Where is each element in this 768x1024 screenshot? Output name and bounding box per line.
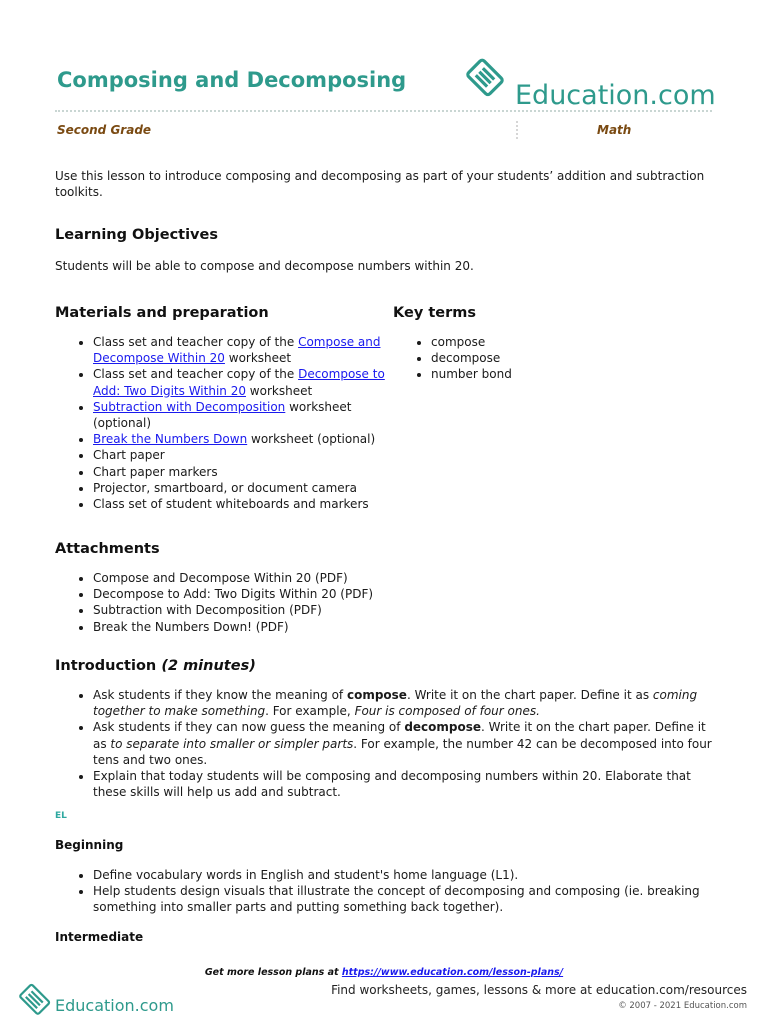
introduction-item-text: . Write it on the chart paper. Define it as (93, 720, 706, 751)
attachments-list (55, 570, 705, 635)
introduction-item-text: Ask students if they can now guess the meaning of (93, 720, 405, 735)
introduction-heading-text: Introduction (55, 658, 157, 674)
introduction-heading (55, 658, 256, 674)
attachment-item[interactable]: • Decompose to Add: Two Digits Within 20 (PDF) (93, 586, 705, 602)
meta-divider (516, 121, 518, 139)
attachments-wrap (55, 570, 705, 635)
subject-label: Math (597, 123, 632, 137)
materials-item-text: worksheet (224, 351, 292, 366)
introduction-item-text: . Write it on the chart paper. Define it as (406, 688, 653, 702)
materials-item (93, 334, 390, 366)
materials-item (93, 464, 390, 480)
materials-item-text: worksheet (optional) (93, 399, 352, 431)
materials-item (93, 399, 390, 431)
introduction-item-text: Explain that today students will be composing and decomposing numbers within 20. Elaborate that these skills will help us add and subtract. (93, 769, 691, 800)
beginning-item: • Help students design visuals that illustrate the concept of decomposing and composing (ie. breaking something into smaller parts and putting something back together). (93, 883, 715, 915)
footer-lesson-plans-link[interactable]: https://www.education.com/lesson-plans/ (341, 967, 564, 978)
introduction-list (55, 687, 715, 800)
brand-name[interactable]: Education.com (515, 80, 716, 111)
key-term-item: • compose (431, 334, 693, 350)
beginning-heading: Beginning (55, 838, 124, 852)
key-terms-wrap (393, 334, 693, 383)
grade-label: Second Grade (57, 123, 152, 137)
materials-item-text: worksheet (245, 383, 313, 398)
footer-brand-name[interactable]: Education.com (55, 996, 174, 1015)
objectives-text: Students will be able to compose and decompose numbers within 20. (55, 259, 474, 273)
header-divider (55, 110, 712, 112)
introduction-item-text: Four is composed of four ones. (354, 704, 540, 719)
materials-item-text: Class set and teacher copy of the (93, 367, 299, 382)
key-terms-list (393, 334, 693, 383)
worksheet-link[interactable]: Compose and Decompose Within 20 (93, 335, 381, 366)
introduction-item-text: compose (346, 688, 407, 702)
footer-logo-icon[interactable] (18, 982, 52, 1016)
key-terms-heading: Key terms (393, 305, 476, 321)
materials-list-wrap (55, 334, 390, 512)
key-term-item: • decompose (431, 350, 693, 366)
materials-item-text: Chart paper (93, 448, 165, 463)
materials-item-text: Projector, smartboard, or document camera (93, 480, 357, 495)
attachment-item[interactable]: • Compose and Decompose Within 20 (PDF) (93, 570, 705, 586)
introduction-item-text: to separate into smaller or simpler parts (110, 736, 354, 751)
intro-text: Use this lesson to introduce composing and decomposing as part of your students’ addition and subtraction toolkits. (55, 169, 705, 199)
introduction-item (93, 719, 715, 768)
introduction-item-text: coming together to make something (93, 688, 698, 719)
attachment-item[interactable]: • Subtraction with Decomposition (PDF) (93, 602, 705, 618)
intermediate-heading: Intermediate (55, 930, 144, 944)
introduction-item-text: . For example, (265, 704, 355, 719)
materials-item (93, 496, 390, 512)
materials-item-text: Class set and teacher copy of the (93, 335, 299, 349)
introduction-item-text: . For example, the number 42 can be decomposed into four tens and two ones. (93, 736, 712, 767)
materials-heading: Materials and preparation (55, 305, 269, 321)
worksheet-link[interactable]: Decompose to Add: Two Digits Within 20 (93, 367, 385, 398)
materials-item (93, 480, 390, 496)
materials-list (55, 334, 390, 512)
materials-item-text: Class set of student whiteboards and markers (93, 497, 369, 512)
footer-more-prefix: Get more lesson plans at (204, 967, 342, 978)
materials-item (93, 447, 390, 463)
objectives-heading: Learning Objectives (55, 227, 218, 243)
introduction-item (93, 768, 715, 800)
beginning-wrap (55, 867, 715, 916)
footer-copyright: © 2007 - 2021 Education.com (618, 1001, 747, 1011)
introduction-item (93, 687, 715, 719)
footer-find-text: Find worksheets, games, lessons & more at education.com/resources (331, 983, 747, 997)
beginning-item: • Define vocabulary words in English and student's home language (L1). (93, 867, 715, 883)
introduction-item-text: decompose (404, 720, 482, 735)
materials-item-text: worksheet (optional) (247, 432, 376, 447)
introduction-item-text: Ask students if they know the meaning of (93, 688, 347, 702)
worksheet-link[interactable]: Subtraction with Decomposition (93, 399, 286, 414)
introduction-wrap (55, 687, 715, 800)
key-term-item: • number bond (431, 366, 693, 382)
footer-more-lessons (0, 967, 768, 978)
materials-item-text: Chart paper markers (93, 464, 218, 479)
attachment-item[interactable]: • Break the Numbers Down! (PDF) (93, 619, 705, 635)
page-title: Composing and Decomposing (57, 68, 407, 92)
el-label: EL (55, 811, 67, 821)
introduction-duration: (2 minutes) (161, 658, 256, 674)
materials-item (93, 431, 390, 447)
attachments-heading: Attachments (55, 541, 160, 557)
materials-item (93, 366, 390, 398)
worksheet-link[interactable]: Break the Numbers Down (93, 432, 248, 447)
beginning-list (55, 867, 715, 916)
